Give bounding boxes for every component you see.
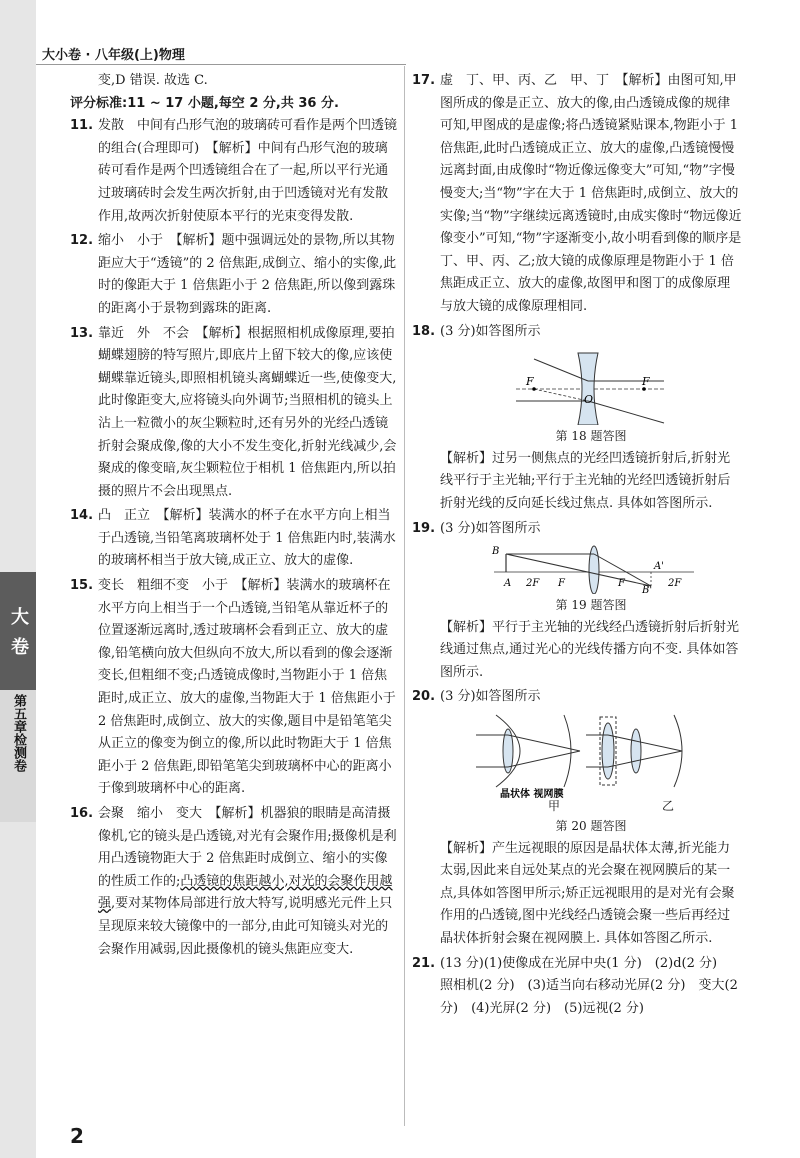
refracted-ray-2 bbox=[588, 401, 664, 423]
answer-text: (13 分)(1)使像成在光屏中央(1 分) (2)d(2 分) 照相机(2 分) (3)适当向右移动光屏(2 分) 变大(2 分) (4)光屏(2 分) (5)远视(2 分) bbox=[440, 955, 738, 1016]
question-number: 17. bbox=[412, 73, 436, 88]
question-13 bbox=[70, 323, 400, 504]
reverse-extension bbox=[534, 389, 588, 401]
answer-text: 缩小 小于 【解析】题中强调远处的景物,所以其物距应大于“透镜”的 2 倍焦距,成倒立、缩小的实像,此时的像距大于 1 倍焦距小于 2 倍焦距,所以像到露珠的距离小于景物到露珠的距离. bbox=[98, 233, 397, 316]
scoring-standard: 评分标准:11 ~ 17 小题,每空 2 分,共 36 分. bbox=[70, 95, 339, 111]
figure-20-eye bbox=[476, 711, 706, 799]
answer-text: 靠近 外 不会 【解析】根据照相机成像原理,要拍蝴蝶翅膀的特写照片,即底片上留下较大的像,应该使蝴蝶靠近镜头,即照相机镜头离蝴蝶近一些,使像变大,此时像距变大,应将镜头向外调节;当照相机的镜头上沾上一粒微小的灰尘颗粒时,还有另外的光经凸透镜折射会聚成像,像的大小不发生变化,折射光线减少,会聚成的像变暗,灰尘颗粒位于相机 1 倍焦距内,所以拍摄的照片不会出现黑点. bbox=[98, 325, 397, 499]
figure-19-caption: 第 19 题答图 bbox=[555, 598, 627, 613]
question-12 bbox=[70, 230, 400, 320]
answer-text: 凸 正立 【解析】装满水的杯子在水平方向上相当于凸透镜,当铅笔离玻璃杯处于 1 倍焦距内时,装满水的玻璃杯相当于放大镜,成正立、放大的虚像. bbox=[98, 508, 396, 569]
left-column bbox=[70, 70, 400, 963]
column-divider bbox=[404, 66, 405, 1126]
analysis-19: 【解析】平行于主光轴的光线经凸透镜折射后折射光线通过焦点,通过光心的光线传播方向不变. 具体如答图所示. bbox=[440, 619, 740, 680]
continued-line: 变,D 错误. 故选 C. bbox=[98, 73, 208, 88]
figure-18-concave-lens bbox=[516, 345, 666, 425]
label-f-right: F bbox=[642, 375, 650, 389]
ray-b4 bbox=[608, 751, 682, 767]
answer-intro: (3 分)如答图所示 bbox=[440, 520, 541, 536]
figure-20-caption: 第 20 题答图 bbox=[555, 819, 627, 834]
question-number: 20. bbox=[412, 689, 436, 705]
side-tab-big: 大卷 bbox=[0, 572, 36, 690]
label-jia: 甲 bbox=[548, 799, 561, 814]
answer-text: 虚 丁、甲、丙、乙 甲、丁 【解析】由图可知,甲图所成的像是正立、放大的像,由凸透镜成像的规律可知,甲图成的是虚像;将凸透镜紧贴课本,物距小于 1 倍焦距,此时凸透镜成正立、放大的虚像,凸透镜慢慢远离封面,由成像时“物近像远像变大”可知,“物”字慢慢变大;当“物”字在大于 1 倍焦距时,成倒立、放大的实像;当“物”字继续远离透镜时,由成实像时“物远像近像变小”可知,“物”字逐渐变小,故小明看到像的顺序是丁、甲、丙、乙;放大镜的成像原理是物距小于 1 倍焦距成正立、放大的虚像,故图甲和图丁的成像原理与放大镜的成像原理相同. bbox=[440, 73, 742, 314]
question-number: 15. bbox=[70, 578, 94, 594]
question-19 bbox=[412, 518, 742, 685]
question-number: 11. bbox=[70, 118, 94, 134]
answer-intro: (3 分)如答图所示 bbox=[440, 323, 541, 339]
figure-19-convex-lens bbox=[486, 542, 696, 594]
answer-text: 发散 中间有凸形气泡的玻璃砖可看作是两个凹透镜的组合(合理即可) 【解析】中间有凸形气泡的玻璃砖可看作是两个凹透镜组合在了一起,所以平行光通过玻璃砖时会发生两次折射,由于凹透镜对光有发散作用,故两次折射使原本平行的光束变得发散. bbox=[98, 118, 398, 224]
label-a: A bbox=[504, 578, 512, 590]
answer-text-cont: ,要对某物体局部进行放大特写,说明感光元件上只呈现原来较大镜像中的一部分,由此可知镜头对光的会聚作用减弱,因此摄像机的镜头焦距应变大. bbox=[98, 896, 393, 957]
side-tab bbox=[0, 572, 36, 822]
answer-intro: (3 分)如答图所示 bbox=[440, 689, 541, 705]
label-yi: 乙 bbox=[662, 799, 675, 814]
figure-20-sublabels bbox=[440, 799, 742, 815]
underlined-text: 凸透镜的焦距越小,对光的会聚作用越强 bbox=[98, 873, 393, 912]
question-number: 16. bbox=[70, 806, 94, 821]
label-f-left: F bbox=[526, 375, 534, 389]
label-2f-right: 2F bbox=[668, 578, 682, 590]
label-lens-retina: 晶状体 视网膜 bbox=[500, 789, 564, 800]
figure-18-caption: 第 18 题答图 bbox=[555, 429, 627, 444]
ray-b3 bbox=[608, 735, 682, 751]
label-b-prime: B' bbox=[642, 585, 653, 595]
question-number: 13. bbox=[70, 325, 94, 341]
question-18 bbox=[412, 321, 742, 516]
question-14 bbox=[70, 505, 400, 573]
label-f-left: F bbox=[558, 578, 565, 590]
question-16 bbox=[70, 803, 400, 961]
answer-text: 变长 粗细不变 小于 【解析】装满水的玻璃杯在水平方向上相当于一个凸透镜,当铅笔从靠近杯子的位置逐渐远离时,透过玻璃杯会看到正立、放大的虚像,铅笔横向放大但纵向不放大,所以看到的像会逐渐变长,但粗细不变;凸透镜成像时,当物距小于 1 倍焦距时,成正立、放大的虚像,当物距大于 1 倍焦距小于 2 倍焦距时,成倒立、放大的实像,题目中是铅笔笔尖从正立的像变为倒立的像,所以此时物距大于 1 倍焦距小于 2 倍焦距,即铅笔笔尖到玻璃杯中心的距离小于像到玻璃杯中心的距离. bbox=[98, 578, 396, 797]
question-number: 12. bbox=[70, 233, 94, 249]
question-11 bbox=[70, 115, 400, 228]
label-f-right: F bbox=[618, 578, 625, 590]
corrective-convex-lens bbox=[602, 723, 614, 779]
analysis-18: 【解析】过另一侧焦点的光经凹透镜折射后,折射光线平行于主光轴;平行于主光轴的光经凹透镜折射后折射光线的反向延长线过焦点. 具体如答图所示. bbox=[440, 450, 731, 511]
label-2f-left: 2F bbox=[526, 578, 540, 590]
question-15 bbox=[70, 575, 400, 801]
crystalline-lens-b bbox=[631, 729, 641, 773]
question-number: 21. bbox=[412, 955, 436, 971]
answer-text: 会聚 缩小 变大 【解析】机器狼的眼睛是高清摄像机,它的镜头是凸透镜,对光有会聚作用;摄像机是利用凸透镜物距大于 2 倍焦距时成倒立、缩小的实像的性质工作的; bbox=[98, 806, 397, 889]
question-17 bbox=[412, 70, 742, 319]
header-rule bbox=[36, 64, 406, 65]
question-number: 18. bbox=[412, 323, 436, 339]
running-header: 大小卷 · 八年级(上)物理 bbox=[42, 48, 185, 63]
analysis-20: 【解析】产生远视眼的原因是晶状体太薄,折光能力太弱,因此来自远处某点的光会聚在视网膜后的某一点,具体如答图甲所示;矫正远视眼用的是对光有会聚作用的凸透镜,图中光线经凸透镜会聚一些后再经过晶状体折射会聚在视网膜上. 具体如答图乙所示. bbox=[440, 840, 735, 947]
question-number: 14. bbox=[70, 508, 94, 524]
label-b: B bbox=[492, 546, 500, 558]
question-21 bbox=[412, 953, 742, 1021]
side-tab-chapter: 第五章检测卷 bbox=[11, 694, 26, 772]
question-20 bbox=[412, 686, 742, 950]
label-a-prime: A' bbox=[654, 561, 664, 573]
right-column bbox=[412, 70, 742, 1022]
retina-a bbox=[564, 715, 571, 787]
label-o: O bbox=[584, 393, 594, 407]
page-number: 2 bbox=[70, 1124, 84, 1148]
convex-lens bbox=[589, 546, 599, 594]
question-number: 19. bbox=[412, 520, 436, 536]
